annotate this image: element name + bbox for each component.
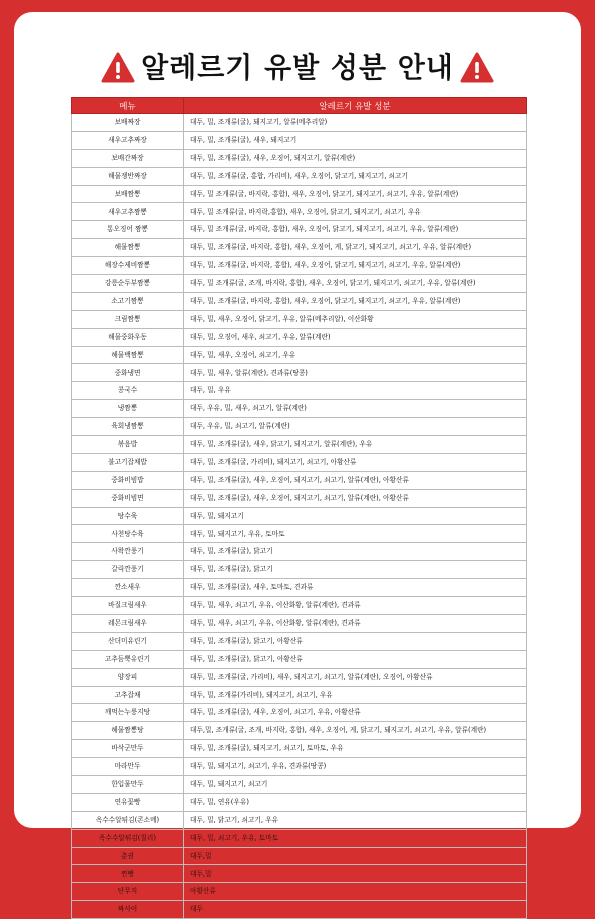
table-row <box>72 257 527 275</box>
table-row <box>72 614 527 632</box>
menu-name-cell: 춘권 <box>72 847 184 865</box>
table-row <box>72 453 527 471</box>
menu-name-cell: 탕수육 <box>72 507 184 525</box>
allergen-cell: 대두, 밀, 조개류(굴), 새우, 오징어, 돼지고기, 알류(계란) <box>184 149 527 167</box>
menu-name-cell: 볶음밥 <box>72 436 184 454</box>
menu-name-cell: 고추잡채 <box>72 686 184 704</box>
menu-name-cell: 바삭군만두 <box>72 740 184 758</box>
menu-name-cell: 보배간짜장 <box>72 149 184 167</box>
allergen-cell: 대두, 밀, 조개류(굴, 가리비), 돼지고기, 쇠고기, 아황산류 <box>184 453 527 471</box>
table-row <box>72 131 527 149</box>
table-row <box>72 865 527 883</box>
menu-name-cell: 고추듬뿍유린기 <box>72 650 184 668</box>
allergen-cell: 대두,밀 <box>184 847 527 865</box>
menu-name-cell: 통오징어 짬뽕 <box>72 221 184 239</box>
menu-name-cell: 단무지 <box>72 883 184 901</box>
allergen-cell: 대두, 밀, 조개류(가리비), 돼지고기, 쇠고기, 우유 <box>184 686 527 704</box>
table-row <box>72 811 527 829</box>
menu-name-cell: 사천탕수육 <box>72 525 184 543</box>
table-body <box>72 114 527 919</box>
header <box>14 46 581 90</box>
table-row <box>72 668 527 686</box>
table-row <box>72 775 527 793</box>
table-row <box>72 758 527 776</box>
allergen-cell: 대두, 밀, 쇠고기, 우유, 토마토 <box>184 829 527 847</box>
menu-name-cell: 육회냉짬뽕 <box>72 418 184 436</box>
table-row <box>72 292 527 310</box>
allergen-cell: 대두, 밀, 조개류(굴), 닭고기, 아황산류 <box>184 632 527 650</box>
menu-name-cell: 레몬크림새우 <box>72 614 184 632</box>
allergen-cell: 대두, 밀, 조개류(굴), 새우, 돼지고기 <box>184 131 527 149</box>
allergen-cell: 대두, 우유, 밀, 새우, 쇠고기, 알류(계란) <box>184 400 527 418</box>
menu-name-cell: 해물짬뽕 <box>72 239 184 257</box>
menu-name-cell: 해물짬뽕탕 <box>72 722 184 740</box>
allergen-cell: 대두, 밀, 우유 <box>184 382 527 400</box>
page-title: 알레르기 유발 성분 안내 <box>141 51 454 84</box>
table-row <box>72 149 527 167</box>
table-row <box>72 328 527 346</box>
table-row <box>72 597 527 615</box>
menu-name-cell: 해물백짬뽕 <box>72 346 184 364</box>
menu-name-cell: 중화냉면 <box>72 364 184 382</box>
allergen-cell: 대두, 밀 조개류(굴, 바지락, 홍합), 새우, 오징어, 닭고기, 돼지고기, 쇠고기, 우유, 알류(계란) <box>184 221 527 239</box>
table-row <box>72 310 527 328</box>
menu-name-cell: 연유꽃빵 <box>72 793 184 811</box>
allergen-cell: 대두, 밀 조개류(굴, 바지락, 홍합), 새우, 오징어, 닭고기, 돼지고기, 쇠고기, 우유, 알류(계란) <box>184 185 527 203</box>
table-row <box>72 185 527 203</box>
menu-name-cell: 크림짬뽕 <box>72 310 184 328</box>
menu-name-cell: 옥수수알튀김(콘소메) <box>72 811 184 829</box>
table-row <box>72 436 527 454</box>
menu-name-cell: 깐소새우 <box>72 579 184 597</box>
allergen-cell: 대두, 밀 조개류(굴, 조개, 바지락, 홍합), 새우, 오징어, 닭고기, 돼지고기, 쇠고기, 우유, 알류(계란) <box>184 275 527 293</box>
menu-name-cell: 갈릭깐풍기 <box>72 561 184 579</box>
menu-name-cell: 콩국수 <box>72 382 184 400</box>
allergen-cell: 대두, 밀, 조개류(굴, 바지락, 홍합), 새우, 오징어, 닭고기, 돼지고기, 쇠고기, 우유, 알류(계란) <box>184 257 527 275</box>
table-row <box>72 203 527 221</box>
allergen-cell: 대두, 밀, 조개류(굴), 새우, 닭고기, 돼지고기, 알류(계란), 우유 <box>184 436 527 454</box>
warning-icon <box>460 52 494 84</box>
menu-name-cell: 강릉순두부짬뽕 <box>72 275 184 293</box>
allergen-cell: 대두 <box>184 901 527 919</box>
table-row <box>72 632 527 650</box>
allergen-cell: 대두, 밀, 조개류(굴), 새우, 오징어, 쇠고기, 우유, 아황산류 <box>184 704 527 722</box>
menu-name-cell: 사왁깐풍기 <box>72 543 184 561</box>
menu-name-cell: 짜사이 <box>72 901 184 919</box>
menu-name-cell: 불고기잡채밥 <box>72 453 184 471</box>
table-row <box>72 829 527 847</box>
allergen-cell: 대두,밀, 조개류(굴, 조개, 바지락, 홍합), 새우, 오징어, 게, 닭고기, 돼지고기, 쇠고기, 우유, 알류(계란) <box>184 722 527 740</box>
allergen-cell: 대두, 밀, 새우, 오징어, 닭고기, 우유, 알류(메추리알), 이산화황 <box>184 310 527 328</box>
table-row <box>72 489 527 507</box>
table-row <box>72 114 527 132</box>
menu-name-cell: 소고기짬뽕 <box>72 292 184 310</box>
table-row <box>72 883 527 901</box>
menu-name-cell: 냉짬뽕 <box>72 400 184 418</box>
allergen-cell: 대두, 밀, 조개류(굴), 닭고기 <box>184 561 527 579</box>
allergen-cell: 대두, 밀, 조개류(굴), 닭고기 <box>184 543 527 561</box>
table-row <box>72 364 527 382</box>
menu-name-cell: 바질크림새우 <box>72 597 184 615</box>
allergen-cell: 대두, 밀, 조개류(굴), 새우, 오징어, 돼지고기, 쇠고기, 알류(계란), 아황산류 <box>184 489 527 507</box>
allergen-cell: 대두, 밀, 닭고기, 쇠고기, 우유 <box>184 811 527 829</box>
table-row <box>72 418 527 436</box>
table-row <box>72 686 527 704</box>
allergen-cell: 대두, 밀, 새우, 오징어, 쇠고기, 우유 <box>184 346 527 364</box>
table-row <box>72 346 527 364</box>
table-row <box>72 525 527 543</box>
menu-name-cell: 해물중화우동 <box>72 328 184 346</box>
menu-name-cell: 해장수제비짬뽕 <box>72 257 184 275</box>
allergen-cell: 대두, 밀, 돼지고기 <box>184 507 527 525</box>
allergen-cell: 대두, 밀, 조개류(굴, 바지락, 홍합), 새우, 오징어, 게, 닭고기, 돼지고기, 쇠고기, 우유, 알류(계란) <box>184 239 527 257</box>
allergen-cell: 대두, 밀, 돼지고기, 쇠고기 <box>184 775 527 793</box>
menu-name-cell: 해물쟁반짜장 <box>72 167 184 185</box>
table-row <box>72 543 527 561</box>
table-row <box>72 471 527 489</box>
table-row <box>72 221 527 239</box>
allergen-cell: 대두,밀 <box>184 865 527 883</box>
menu-name-cell: 새우고추짜장 <box>72 131 184 149</box>
allergen-cell: 대두, 밀, 조개류(굴), 닭고기, 아황산류 <box>184 650 527 668</box>
table-row <box>72 901 527 919</box>
table-row <box>72 239 527 257</box>
table-row <box>72 704 527 722</box>
allergen-cell: 대두, 밀, 새우, 쇠고기, 우유, 이산화황, 알류(계란), 견과류 <box>184 597 527 615</box>
menu-name-cell: 마라만두 <box>72 758 184 776</box>
table-row <box>72 847 527 865</box>
allergen-cell: 대두, 밀 조개류(굴, 바지락,홍합), 새우, 오징어, 닭고기, 돼지고기, 쇠고기, 우유 <box>184 203 527 221</box>
table-row <box>72 167 527 185</box>
allergen-cell: 대두, 우유, 밀, 쇠고기, 알류(계란) <box>184 418 527 436</box>
menu-name-cell: 깨먹는누룽지탕 <box>72 704 184 722</box>
table-row <box>72 382 527 400</box>
menu-name-cell: 중화비빔밥 <box>72 471 184 489</box>
allergen-cell: 대두, 밀, 조개류(굴, 바지락, 홍합), 새우, 오징어, 닭고기, 돼지고기, 쇠고기, 우유, 알류(계란) <box>184 292 527 310</box>
allergen-cell: 대두, 밀, 조개류(굴), 새우, 토마토, 견과류 <box>184 579 527 597</box>
allergen-cell: 대두, 밀, 돼지고기, 쇠고기, 우유, 견과류(땅콩) <box>184 758 527 776</box>
table-row <box>72 740 527 758</box>
allergen-cell: 대두, 밀, 새우, 알류(계란), 견과류(땅콩) <box>184 364 527 382</box>
allergen-cell: 대두, 밀, 돼지고기, 우유, 토마토 <box>184 525 527 543</box>
allergen-table <box>71 97 527 919</box>
column-header-allergens: 알레르기 유발 성분 <box>184 98 527 114</box>
menu-name-cell: 보배짬뽕 <box>72 185 184 203</box>
allergen-cell: 대두, 밀, 조개류(굴), 돼지고기, 쇠고기, 토마토, 우유 <box>184 740 527 758</box>
menu-name-cell: 찐빵 <box>72 865 184 883</box>
warning-icon <box>101 52 135 84</box>
table-row <box>72 275 527 293</box>
allergen-cell: 대두, 밀, 연유(우유) <box>184 793 527 811</box>
column-header-menu: 메뉴 <box>72 98 184 114</box>
allergen-cell: 대두, 밀, 오징어, 새우, 쇠고기, 우유, 알류(계란) <box>184 328 527 346</box>
menu-name-cell: 옥수수알튀김(칠리) <box>72 829 184 847</box>
menu-name-cell: 양장피 <box>72 668 184 686</box>
table-row <box>72 722 527 740</box>
allergen-cell: 대두, 밀, 조개류(굴), 돼지고기, 알류(메추리알) <box>184 114 527 132</box>
allergen-cell: 아황산류 <box>184 883 527 901</box>
table-row <box>72 561 527 579</box>
table-row <box>72 579 527 597</box>
table-row <box>72 793 527 811</box>
poster-sheet <box>14 12 581 914</box>
table-row <box>72 400 527 418</box>
menu-name-cell: 한입물만두 <box>72 775 184 793</box>
table-row <box>72 507 527 525</box>
allergen-cell: 대두, 밀, 새우, 쇠고기, 우유, 이산화황, 알류(계란), 견과류 <box>184 614 527 632</box>
menu-name-cell: 중화비빔면 <box>72 489 184 507</box>
menu-name-cell: 산더미유린기 <box>72 632 184 650</box>
menu-name-cell: 보배짜장 <box>72 114 184 132</box>
allergen-cell: 대두, 밀, 조개류(굴, 홍합, 가리비), 새우, 오징어, 닭고기, 돼지고기, 쇠고기 <box>184 167 527 185</box>
allergen-cell: 대두, 밀, 조개류(굴, 가리비), 새우, 돼지고기, 쇠고기, 알류(계란), 오징어, 아황산류 <box>184 668 527 686</box>
table-row <box>72 650 527 668</box>
menu-name-cell: 새우고추짬뽕 <box>72 203 184 221</box>
allergen-cell: 대두, 밀, 조개류(굴), 새우, 오징어, 돼지고기, 쇠고기, 알류(계란), 아황산류 <box>184 471 527 489</box>
table-header-row <box>72 98 527 114</box>
